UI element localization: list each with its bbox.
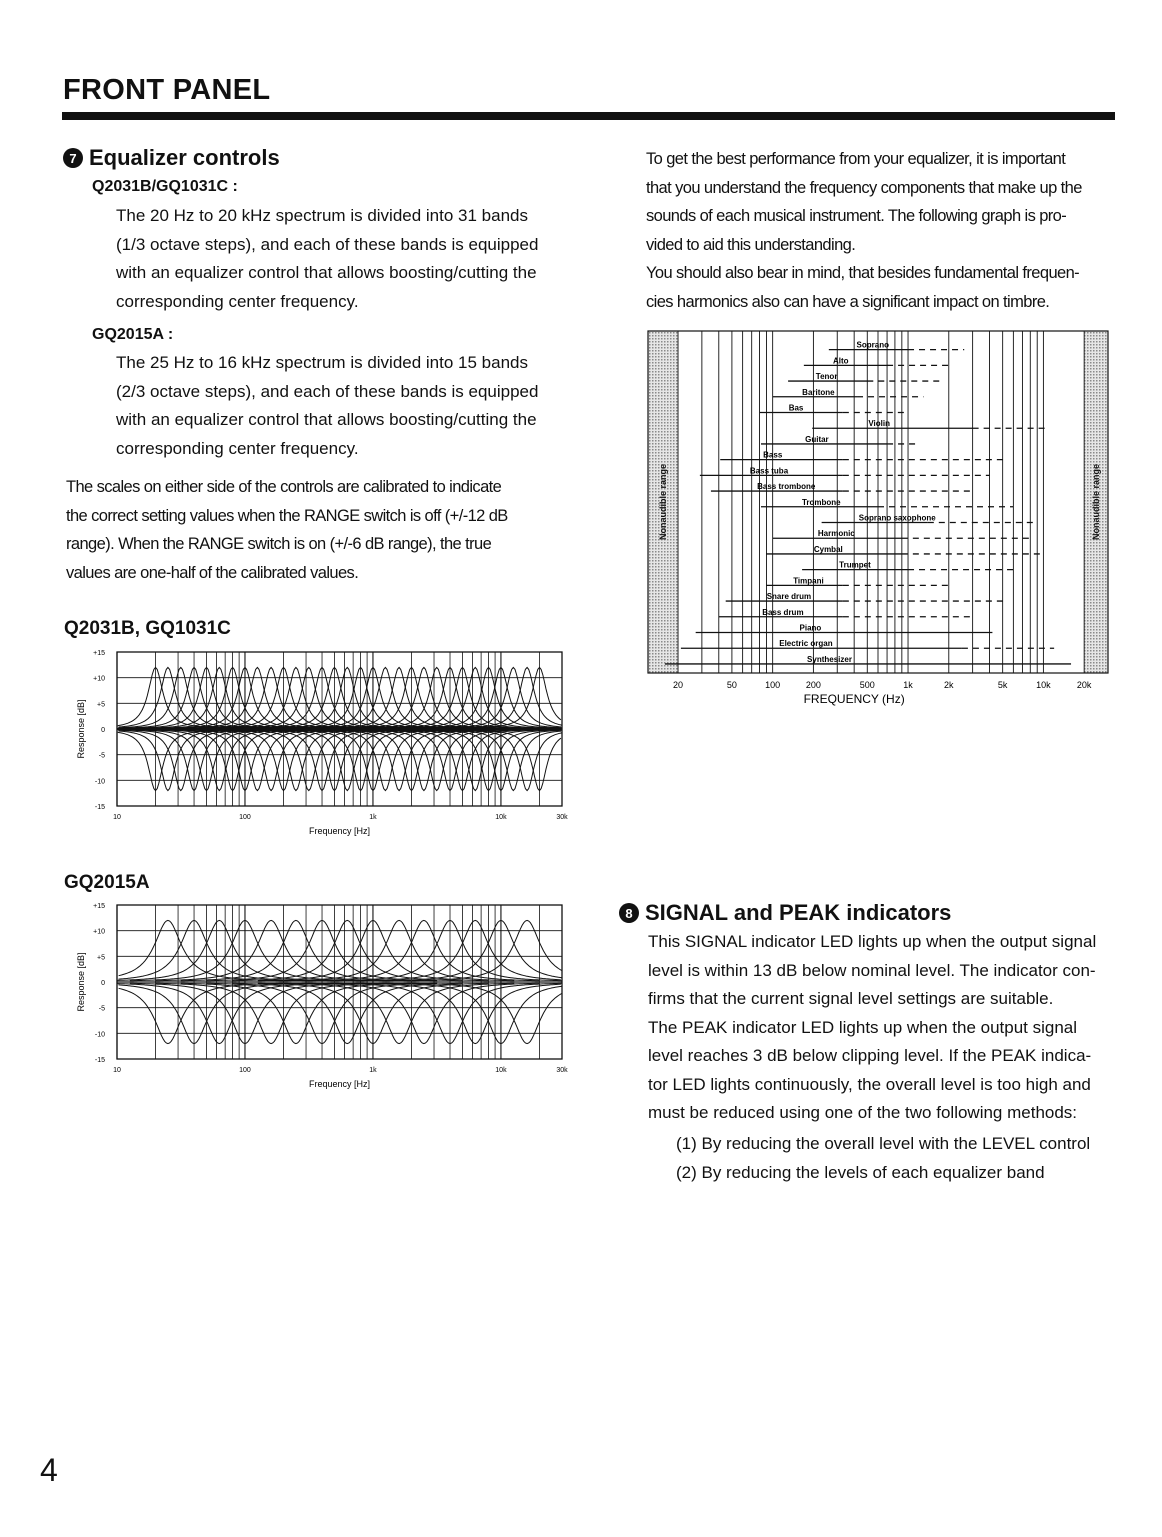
x-tick-label: 100 [239, 1067, 251, 1074]
y-axis-label: Response [dB] [76, 699, 86, 759]
list-item: (2) By reducing the levels of each equalizer band [676, 1162, 1045, 1182]
instrument-label: Violin [868, 419, 891, 429]
cut-curve [309, 983, 539, 1043]
x-tick-label: 10k [495, 814, 507, 821]
x-tick-label: 1k [369, 1067, 377, 1074]
y-tick-label: -15 [94, 804, 105, 811]
signal-peak-title: SIGNAL and PEAK indicators [645, 900, 952, 925]
x-tick-label: 30k [556, 1067, 568, 1074]
instrument-label: Snare drum [766, 592, 812, 602]
text-line: To get the best performance from your equalizer, it is important [646, 150, 1066, 168]
y-tick-label: -15 [94, 1057, 105, 1064]
x-tick-label: 200 [805, 680, 821, 690]
boost-curve [373, 667, 561, 728]
text-line: vided to aid this understanding. [646, 235, 856, 254]
x-tick-label: 1k [369, 814, 377, 821]
boost-curve [118, 667, 296, 728]
x-tick-label: 1k [903, 680, 913, 690]
x-tick-label: 30k [556, 814, 568, 821]
instrument-label: Bass drum [762, 607, 804, 617]
boost-curve [118, 667, 322, 728]
text-line: corresponding center frequency. [116, 291, 359, 311]
text-line: (1/3 octave steps), and each of these bands is equipped [116, 234, 539, 254]
signal-peak-heading [619, 900, 951, 926]
y-tick-label: +10 [93, 675, 105, 683]
x-axis-label: Frequency [Hz] [308, 826, 371, 836]
boost-curve [232, 920, 462, 980]
instrument-label: Soprano [856, 340, 890, 350]
cut-curve [232, 983, 462, 1043]
y-tick-label: 0 [101, 980, 105, 987]
x-tick-label: 5k [997, 680, 1008, 690]
x-tick-label: 20k [1076, 680, 1092, 690]
boost-curve [156, 920, 386, 980]
instrument-label: Tenor [815, 372, 838, 382]
y-tick-label: +10 [93, 928, 105, 936]
text-line: (2/3 octave steps), and each of these bands is equipped [116, 381, 539, 401]
text-line: must be reduced using one of the two following methods: [648, 1103, 1078, 1122]
text-line: cies harmonics also can have a significant impact on timbre. [646, 292, 1050, 311]
y-tick-label: +15 [93, 903, 105, 910]
instrument-label: Bass [763, 450, 783, 460]
instrument-label: Trumpet [839, 560, 871, 570]
instrument-frequency-chart [640, 326, 1120, 716]
y-tick-label: +5 [97, 701, 105, 709]
text-line: corresponding center frequency. [116, 438, 359, 458]
cut-curve [335, 983, 562, 1043]
x-axis-label: FREQUENCY (Hz) [803, 692, 905, 706]
boost-curve [335, 920, 562, 980]
text-line: You should also bear in mind, that besides fundamental frequen- [646, 264, 1080, 282]
y-tick-label: -5 [98, 752, 105, 760]
instrument-label: Bass trombone [757, 482, 816, 492]
x-tick-label: 20 [673, 680, 684, 690]
x-axis-label: Frequency [Hz] [308, 1079, 371, 1089]
cut-curve [119, 729, 284, 790]
page-title: FRONT PANEL [63, 74, 271, 106]
text-line: The 20 Hz to 20 kHz spectrum is divided into 31 bands [116, 206, 528, 225]
boost-curve [118, 920, 309, 980]
cut-curve [284, 983, 514, 1043]
cut-curve [118, 983, 309, 1043]
instrument-label: Piano [799, 623, 822, 633]
x-tick-label: 50 [726, 680, 737, 690]
cut-curve [156, 983, 386, 1043]
x-tick-label: 100 [239, 814, 251, 821]
instrument-label: Timpani [793, 576, 824, 586]
y-tick-label: 0 [101, 727, 105, 734]
instrument-label: Trombone [801, 497, 841, 507]
x-tick-label: 10 [113, 1067, 121, 1074]
model-gq2015a-label: GQ2015A : [92, 326, 174, 343]
instrument-label: Guitar [805, 434, 829, 444]
text-line: This SIGNAL indicator LED lights up when the output signal [648, 932, 1097, 951]
instrument-label: Harmonic [817, 529, 855, 539]
cut-curve [117, 983, 334, 1043]
reduction-methods-list [676, 1130, 1136, 1187]
x-tick-label: 10k [1036, 680, 1051, 690]
x-tick-label: 10 [113, 814, 121, 821]
text-line: range). When the RANGE switch is on (+/-6 dB range), the true [66, 535, 492, 553]
list-item: (1) By reducing the overall level with the LEVEL control [676, 1134, 1091, 1153]
nonaudible-label-right: Nonaudible range [1091, 463, 1102, 541]
text-line: with an equalizer control that allows boosting/cutting the [116, 263, 537, 282]
y-tick-label: -10 [94, 1031, 105, 1039]
y-axis-label: Response [dB] [76, 952, 86, 1012]
boost-curve [181, 920, 411, 980]
text-line: The PEAK indicator LED lights up when the output signal [648, 1017, 1078, 1037]
text-line: level is within 13 dB below nominal level. The indicator con- [648, 960, 1096, 980]
boost-curve [117, 920, 334, 980]
instrument-label: Baritone [802, 387, 835, 397]
chart1-title: Q2031B, GQ1031C [64, 618, 231, 639]
model-q2031b-label: Q2031B/GQ1031C : [92, 178, 238, 195]
eq-response-chart-15band [62, 898, 582, 1093]
instrument-label: Electric organ [779, 639, 833, 649]
x-tick-label: 10k [495, 1067, 507, 1074]
boost-curve [284, 920, 514, 980]
q2031b-description [116, 202, 576, 316]
nonaudible-label-left: Nonaudible range [658, 463, 669, 541]
text-line: level reaches 3 dB below clipping level. If the PEAK indica- [648, 1046, 1092, 1065]
equalizer-controls-title: Equalizer controls [89, 145, 280, 170]
x-tick-label: 500 [859, 680, 875, 690]
cut-curve [118, 729, 296, 790]
boost-curve [309, 920, 539, 980]
cut-curve [118, 729, 322, 790]
y-tick-label: +5 [97, 954, 105, 962]
text-line: tor LED lights continuously, the overall level is too high and [648, 1074, 1091, 1094]
instrument-label: Cymbal [813, 544, 843, 554]
frequency-intro-text [646, 145, 1126, 316]
chart2-title: GQ2015A [64, 872, 150, 893]
gq2015a-description [116, 349, 576, 463]
title-rule [62, 112, 1115, 120]
instrument-label: Bas [788, 403, 804, 413]
boost-curve [119, 667, 284, 728]
instrument-label: Alto [832, 356, 849, 366]
text-line: The 25 Hz to 16 kHz spectrum is divided into 15 bands [116, 353, 528, 372]
scales-description [66, 473, 586, 587]
text-line: sounds of each musical instrument. The following graph is pro- [646, 207, 1067, 225]
instrument-label: Soprano saxophone [858, 513, 936, 523]
page-number: 4 [40, 1452, 58, 1488]
equalizer-controls-heading [63, 145, 280, 171]
x-tick-label: 2k [944, 680, 954, 690]
text-line: the correct setting values when the RANGE switch is off (+/-12 dB [66, 506, 508, 525]
y-tick-label: -5 [98, 1005, 105, 1013]
text-line: values are one-half of the calibrated values. [66, 563, 359, 582]
section-number-7: 7 [63, 148, 83, 168]
instrument-label: Bass tuba [749, 466, 789, 476]
x-tick-label: 100 [765, 680, 781, 690]
text-line: that you understand the frequency components that make up the [646, 178, 1082, 197]
cut-curve [181, 983, 411, 1043]
section-number-8: 8 [619, 903, 639, 923]
text-line: with an equalizer control that allows boosting/cutting the [116, 410, 537, 429]
y-tick-label: -10 [94, 778, 105, 786]
eq-response-chart-31band [62, 645, 582, 840]
text-line: The scales on either side of the controls are calibrated to indicate [66, 478, 502, 496]
instrument-label: Synthesizer [807, 654, 852, 664]
text-line: firms that the current signal level settings are suitable. [648, 989, 1054, 1008]
y-tick-label: +15 [93, 650, 105, 657]
cut-curve [373, 729, 561, 790]
signal-peak-description [648, 928, 1128, 1128]
